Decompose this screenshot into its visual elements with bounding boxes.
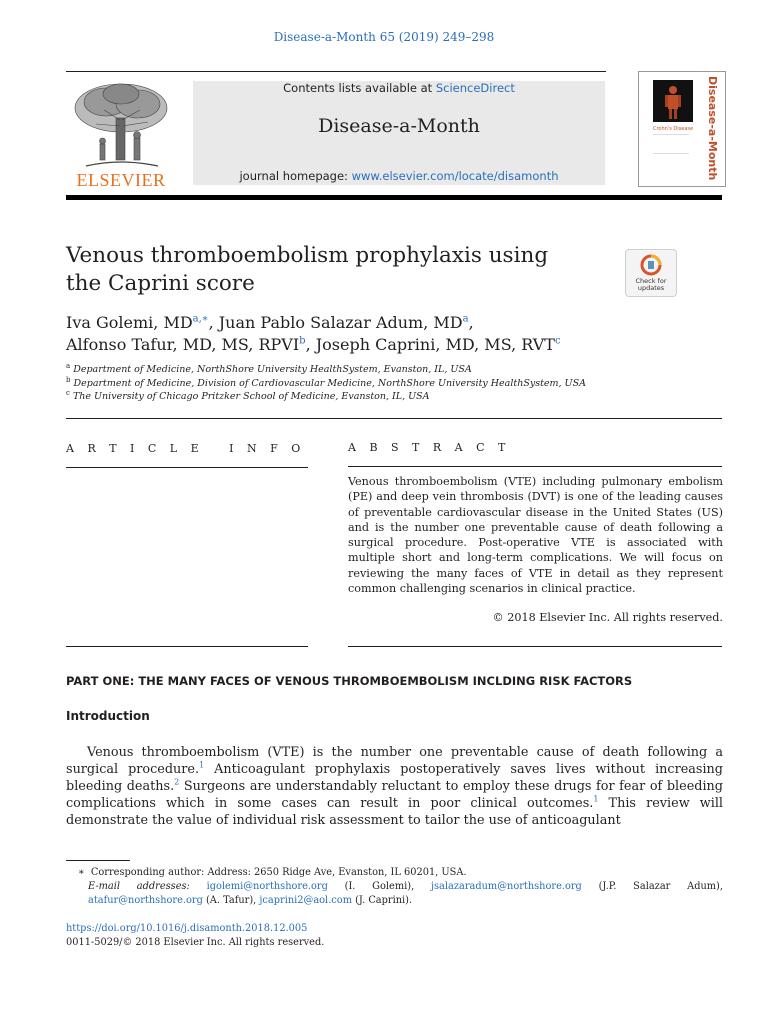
citation-link[interactable]: 1 <box>593 794 599 804</box>
journal-title: Disease-a-Month <box>318 115 480 137</box>
footnote-rule <box>66 860 130 861</box>
abstract-heading: A B S T R A C T <box>348 441 511 454</box>
homepage-prefix: journal homepage: <box>239 169 352 183</box>
author-name[interactable]: Alfonso Tafur, MD, MS, RPVI <box>66 335 300 354</box>
footnote <box>66 866 723 908</box>
author-affiliation-ref[interactable]: a,∗ <box>192 313 209 325</box>
journal-reference-link[interactable]: Disease-a-Month 65 (2019) 249–298 <box>273 30 495 44</box>
email-link[interactable]: igolemi@northshore.org <box>206 881 328 892</box>
body-text-segment: Venous thromboembolism (VTE) is the number one preventable cause of death following a surgical procedure. <box>66 745 723 777</box>
footnote-star: ∗ <box>78 867 85 878</box>
email-owner: (A. Tafur), <box>202 895 260 906</box>
article-title <box>66 242 596 298</box>
check-updates-icon <box>640 254 662 276</box>
check-updates-line-2: updates <box>637 284 665 292</box>
email-link[interactable]: atafur@northshore.org <box>88 895 203 906</box>
contents-prefix: Contents lists available at <box>283 81 436 95</box>
author-separator: , <box>305 335 316 354</box>
journal-cover-thumbnail[interactable] <box>638 71 726 187</box>
body-text-segment: Anticoagulant prophylaxis postoperatively saves lives without increasing bleeding deaths. <box>66 762 723 794</box>
article-info-rule <box>66 467 308 468</box>
abstract-copyright: © 2018 Elsevier Inc. All rights reserved. <box>492 611 723 624</box>
author-affiliation-ref[interactable]: a <box>462 313 469 325</box>
check-for-updates-button[interactable] <box>625 249 677 297</box>
homepage-line <box>193 169 605 183</box>
affiliation-line <box>66 377 726 391</box>
sciencedirect-link[interactable]: ScienceDirect <box>435 81 515 95</box>
part-heading: PART ONE: THE MANY FACES OF VENOUS THROMBOEMBOLISM INCLDING RISK FACTORS <box>66 674 633 688</box>
introduction-heading: Introduction <box>66 709 150 723</box>
author-name[interactable]: Iva Golemi, MD <box>66 313 193 332</box>
author-name[interactable]: Joseph Caprini, MD, MS, RVT <box>315 335 555 354</box>
title-line-1: Venous thromboembolism prophylaxis using <box>66 243 549 268</box>
abstract-text: Venous thromboembolism (VTE) including pulmonary embolism (PE) and deep vein thrombosis (DVT) is one of the leading causes of preventable cardiovascular disease in the United States (US) and is the number one preventable cause of death following a surgical procedure. Post-operative VTE is associated with multiple short and long-term complications. We will focus on reviewing the many faces of VTE in detail as they represent common challenging scenarios in clinical practice. <box>348 475 723 596</box>
email-addresses <box>66 880 723 908</box>
email-owner: (J. Caprini). <box>351 895 413 906</box>
affiliations-rule <box>66 418 722 419</box>
abstract-top-rule <box>348 466 722 467</box>
cover-figure-image <box>659 84 687 120</box>
elsevier-tree-logo <box>66 80 176 170</box>
corresponding-author-text: Corresponding author: Address: 2650 Ridge Ave, Evanston, IL 60201, USA. <box>90 867 467 878</box>
cover-issue-title: Crohn's Disease <box>653 126 694 132</box>
doi-block <box>66 922 324 950</box>
check-updates-line-1: Check for <box>635 277 667 285</box>
email-link[interactable]: jsalazaradum@northshore.org <box>430 881 582 892</box>
affiliation-text: Department of Medicine, NorthShore University HealthSystem, Evanston, IL, USA <box>73 364 472 375</box>
affiliation-text: The University of Chicago Pritzker School of Medicine, Evanston, IL, USA <box>72 391 430 402</box>
affiliation-marker: a <box>66 361 71 370</box>
email-owner: (I. Golemi), <box>327 881 431 892</box>
title-line-2: the Caprini score <box>66 271 255 296</box>
affiliation-marker: c <box>66 388 70 397</box>
affiliation-marker: b <box>66 375 71 384</box>
affiliation-text: Department of Medicine, Division of Cardiovascular Medicine, NorthShore University HealthSystem, USA <box>73 377 586 389</box>
introduction-paragraph <box>66 744 723 829</box>
journal-homepage-link[interactable]: www.elsevier.com/locate/disamonth <box>351 169 559 183</box>
corresponding-author-note <box>66 866 723 880</box>
affiliation-line <box>66 363 726 377</box>
contents-line <box>193 81 605 95</box>
affiliations <box>66 363 726 404</box>
body-text-segment: This review will demonstrate the value of individual risk assessment to tailor the use of anticoagulant <box>66 796 724 828</box>
header-rule <box>66 71 606 72</box>
email-owner: (J.P. Salazar Adum), <box>581 881 723 892</box>
article-info-heading: A R T I C L E I N F O <box>66 442 306 455</box>
abstract-bottom-rule <box>66 646 308 647</box>
header-thick-rule <box>66 195 722 200</box>
author-separator: , <box>208 313 219 332</box>
affiliation-line <box>66 390 726 404</box>
citation-link[interactable]: 1 <box>199 760 205 770</box>
doi-link[interactable]: https://doi.org/10.1016/j.disamonth.2018.12.005 <box>66 923 308 934</box>
author-list <box>66 312 726 356</box>
cover-spine-title: Disease-a-Month <box>706 76 719 180</box>
email-label: E-mail addresses: <box>88 881 190 892</box>
issn-copyright: 0011-5029/© 2018 Elsevier Inc. All rights reserved. <box>66 937 325 948</box>
author-separator: , <box>468 313 474 332</box>
journal-banner <box>193 81 605 185</box>
author-affiliation-ref[interactable]: c <box>554 335 561 347</box>
citation-link[interactable]: 2 <box>174 777 180 787</box>
email-link[interactable]: jcaprini2@aol.com <box>259 895 352 906</box>
abstract-bottom-rule-right <box>348 646 722 647</box>
author-affiliation-ref[interactable]: b <box>299 335 306 347</box>
cover-text-lines <box>653 134 689 154</box>
elsevier-wordmark: ELSEVIER <box>76 170 166 190</box>
author-name[interactable]: Juan Pablo Salazar Adum, MD <box>218 313 463 332</box>
body-text-segment: Surgeons are understandably reluctant to employ these drugs for fear of bleeding complications which in some cases can result in poor clinical outcomes. <box>66 779 723 811</box>
